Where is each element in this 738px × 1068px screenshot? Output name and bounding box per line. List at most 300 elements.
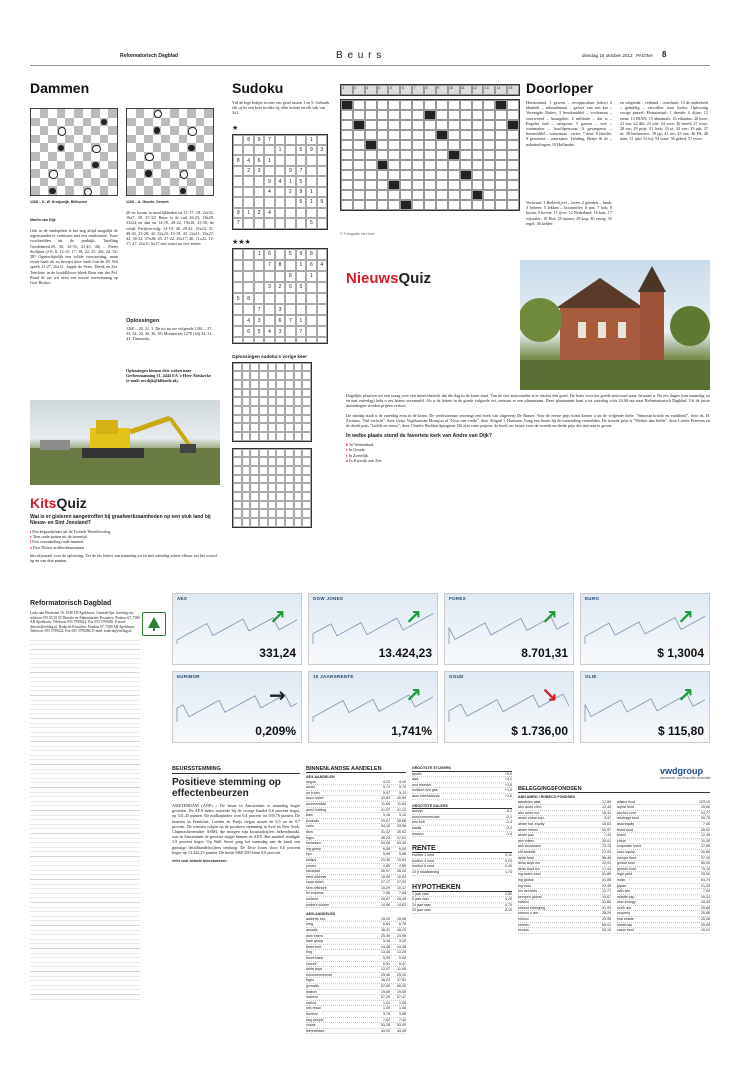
sudoku-cell[interactable] [302, 483, 311, 492]
sudoku-cell[interactable] [268, 423, 277, 432]
sudoku-cell[interactable]: 2 [275, 282, 285, 293]
sudoku-cell[interactable] [317, 304, 327, 315]
sudoku-cell[interactable] [317, 176, 327, 186]
crossword-cell[interactable] [365, 140, 377, 150]
sudoku-cell[interactable] [264, 166, 274, 176]
sudoku-cell[interactable] [302, 449, 311, 458]
crossword-cell[interactable] [400, 100, 412, 110]
sudoku-cell[interactable] [285, 415, 294, 424]
sudoku-cell[interactable] [233, 135, 243, 145]
sudoku-cell[interactable] [302, 492, 311, 501]
crossword-cell[interactable] [495, 150, 507, 160]
crossword-cell[interactable] [448, 100, 460, 110]
crossword-cell[interactable] [472, 140, 484, 150]
crossword-cell[interactable] [400, 110, 412, 120]
sudoku-cell[interactable] [268, 457, 277, 466]
sudoku-cell[interactable] [233, 449, 242, 458]
crossword-cell[interactable] [341, 180, 353, 190]
quiz-option[interactable] [346, 458, 710, 463]
crossword-cell[interactable] [341, 160, 353, 170]
sudoku-cell[interactable] [296, 208, 306, 218]
sudoku-cell[interactable]: 9 [296, 187, 306, 197]
sudoku-cell[interactable] [268, 518, 277, 527]
sudoku-cell[interactable]: 7 [254, 304, 264, 315]
crossword-cell[interactable] [460, 190, 472, 200]
crossword-cell[interactable] [365, 100, 377, 110]
crossword-cell[interactable] [365, 170, 377, 180]
sudoku-cell[interactable] [302, 363, 311, 372]
sudoku-cell[interactable] [276, 397, 285, 406]
sudoku-cell[interactable] [250, 406, 259, 415]
sudoku-cell[interactable] [233, 326, 243, 337]
crossword-cell[interactable] [448, 140, 460, 150]
sudoku-cell[interactable] [250, 432, 259, 441]
crossword-cell[interactable] [388, 170, 400, 180]
sudoku-cell[interactable] [233, 509, 242, 518]
crossword-cell[interactable] [424, 130, 436, 140]
crossword-cell[interactable] [377, 180, 389, 190]
sudoku-cell[interactable] [233, 457, 242, 466]
sudoku-cell[interactable] [285, 371, 294, 380]
sudoku-cell[interactable]: 5 [296, 197, 306, 207]
crossword-cell[interactable] [400, 190, 412, 200]
crossword-cell[interactable] [353, 200, 365, 210]
sudoku-cell[interactable] [285, 423, 294, 432]
sudoku-cell[interactable] [242, 492, 251, 501]
sudoku-cell[interactable] [276, 475, 285, 484]
sudoku-cell[interactable] [276, 423, 285, 432]
sudoku-cell[interactable] [233, 145, 243, 155]
crossword-cell[interactable] [424, 200, 436, 210]
sudoku-cell[interactable]: 4 [264, 326, 274, 337]
sudoku-cell[interactable] [296, 218, 306, 228]
crossword-cell[interactable] [400, 200, 412, 210]
crossword-cell[interactable] [507, 110, 519, 120]
sudoku-cell[interactable] [302, 432, 311, 441]
sudoku-cell[interactable]: 8 [233, 155, 243, 165]
sudoku-cell[interactable] [264, 304, 274, 315]
sudoku-cell[interactable] [317, 166, 327, 176]
sudoku-cell[interactable] [250, 389, 259, 398]
sudoku-cell[interactable] [317, 326, 327, 337]
sudoku-cell[interactable] [259, 466, 268, 475]
sudoku-cell[interactable] [264, 293, 274, 304]
crossword-cell[interactable] [495, 140, 507, 150]
sudoku-cell[interactable] [276, 466, 285, 475]
sudoku-cell[interactable] [243, 271, 253, 282]
sudoku-cell[interactable] [243, 249, 253, 260]
sudoku-grid-easy[interactable] [232, 134, 328, 230]
crossword-cell[interactable] [400, 170, 412, 180]
crossword-cell[interactable] [341, 130, 353, 140]
sudoku-cell[interactable] [254, 271, 264, 282]
sudoku-cell[interactable] [264, 145, 274, 155]
sudoku-cell[interactable] [233, 371, 242, 380]
sudoku-cell[interactable] [259, 423, 268, 432]
crossword-cell[interactable] [436, 160, 448, 170]
sudoku-cell[interactable]: 2 [243, 166, 253, 176]
sudoku-cell[interactable] [233, 282, 243, 293]
crossword-cell[interactable] [424, 190, 436, 200]
sudoku-cell[interactable] [259, 509, 268, 518]
sudoku-cell[interactable] [233, 315, 243, 326]
sudoku-cell[interactable] [268, 466, 277, 475]
sudoku-cell[interactable] [242, 432, 251, 441]
sudoku-cell[interactable] [250, 509, 259, 518]
crossword-cell[interactable] [495, 160, 507, 170]
sudoku-cell[interactable] [276, 457, 285, 466]
crossword-cell[interactable] [436, 100, 448, 110]
crossword-cell[interactable] [436, 150, 448, 160]
sudoku-cell[interactable] [306, 155, 316, 165]
sudoku-cell[interactable] [233, 187, 243, 197]
sudoku-cell[interactable] [317, 282, 327, 293]
sudoku-cell[interactable] [276, 415, 285, 424]
sudoku-cell[interactable]: 1 [264, 155, 274, 165]
crossword-cell[interactable] [400, 150, 412, 160]
sudoku-cell[interactable] [233, 337, 243, 342]
crossword-cell[interactable] [460, 150, 472, 160]
crossword-cell[interactable] [353, 100, 365, 110]
sudoku-cell[interactable] [285, 483, 294, 492]
sudoku-cell[interactable] [317, 218, 327, 228]
crossword-cell[interactable] [341, 170, 353, 180]
sudoku-cell[interactable]: 1 [306, 135, 316, 145]
sudoku-cell[interactable] [306, 293, 316, 304]
crossword-cell[interactable] [412, 130, 424, 140]
crossword-cell[interactable] [353, 130, 365, 140]
sudoku-cell[interactable] [233, 406, 242, 415]
sudoku-cell[interactable] [302, 415, 311, 424]
sudoku-cell[interactable] [254, 337, 264, 342]
sudoku-cell[interactable]: 6 [243, 326, 253, 337]
crossword-cell[interactable] [353, 150, 365, 160]
sudoku-cell[interactable]: 9 [317, 197, 327, 207]
sudoku-cell[interactable] [242, 406, 251, 415]
sudoku-cell[interactable] [233, 466, 242, 475]
sudoku-cell[interactable]: 1 [275, 145, 285, 155]
sudoku-cell[interactable] [285, 293, 295, 304]
sudoku-cell[interactable] [254, 176, 264, 186]
sudoku-cell[interactable] [294, 371, 303, 380]
crossword-cell[interactable] [483, 190, 495, 200]
sudoku-cell[interactable]: 3 [254, 315, 264, 326]
sudoku-cell[interactable]: 9 [233, 208, 243, 218]
sudoku-cell[interactable] [294, 466, 303, 475]
sudoku-cell[interactable] [268, 415, 277, 424]
crossword-cell[interactable] [495, 190, 507, 200]
crossword-cell[interactable] [495, 120, 507, 130]
crossword-cell[interactable] [460, 170, 472, 180]
sudoku-cell[interactable]: 6 [285, 282, 295, 293]
sudoku-cell[interactable] [294, 501, 303, 510]
sudoku-cell[interactable] [285, 145, 295, 155]
sudoku-cell[interactable] [294, 380, 303, 389]
sudoku-cell[interactable]: 5 [254, 326, 264, 337]
crossword-cell[interactable] [377, 140, 389, 150]
sudoku-cell[interactable] [254, 293, 264, 304]
sudoku-cell[interactable] [242, 457, 251, 466]
crossword-cell[interactable] [472, 110, 484, 120]
sudoku-cell[interactable] [285, 135, 295, 145]
sudoku-cell[interactable]: 4 [264, 187, 274, 197]
crossword-cell[interactable] [400, 160, 412, 170]
sudoku-cell[interactable] [302, 518, 311, 527]
crossword-cell[interactable] [436, 170, 448, 180]
sudoku-cell[interactable] [233, 363, 242, 372]
sudoku-cell[interactable] [254, 145, 264, 155]
sudoku-cell[interactable] [294, 509, 303, 518]
sudoku-cell[interactable] [243, 145, 253, 155]
crossword-cell[interactable] [400, 180, 412, 190]
sudoku-cell[interactable]: 5 [296, 282, 306, 293]
sudoku-cell[interactable] [243, 187, 253, 197]
crossword-cell[interactable] [495, 200, 507, 210]
crossword-cell[interactable] [341, 100, 353, 110]
crossword-cell[interactable] [424, 180, 436, 190]
crossword-cell[interactable] [353, 170, 365, 180]
sudoku-cell[interactable] [294, 475, 303, 484]
crossword-cell[interactable] [377, 200, 389, 210]
sudoku-cell[interactable] [285, 260, 295, 271]
sudoku-cell[interactable] [317, 135, 327, 145]
crossword-cell[interactable] [507, 190, 519, 200]
sudoku-cell[interactable] [264, 218, 274, 228]
sudoku-cell[interactable] [242, 501, 251, 510]
sudoku-cell[interactable]: 1 [306, 271, 316, 282]
sudoku-cell[interactable] [242, 483, 251, 492]
crossword-cell[interactable] [436, 110, 448, 120]
sudoku-cell[interactable]: 4 [317, 260, 327, 271]
sudoku-cell[interactable] [285, 449, 294, 458]
crossword-cell[interactable] [472, 180, 484, 190]
sudoku-cell[interactable]: 5 [296, 176, 306, 186]
crossword-cell[interactable] [507, 150, 519, 160]
crossword-cell[interactable] [460, 100, 472, 110]
sudoku-cell[interactable] [243, 337, 253, 342]
sudoku-cell[interactable]: 9 [254, 135, 264, 145]
sudoku-cell[interactable] [268, 475, 277, 484]
sudoku-cell[interactable] [317, 271, 327, 282]
sudoku-cell[interactable] [243, 260, 253, 271]
sudoku-cell[interactable] [296, 337, 306, 342]
crossword-cell[interactable] [400, 120, 412, 130]
sudoku-cell[interactable] [233, 271, 243, 282]
sudoku-cell[interactable] [306, 208, 316, 218]
sudoku-cell[interactable] [276, 449, 285, 458]
sudoku-cell[interactable] [242, 363, 251, 372]
quiz-option[interactable] [30, 545, 220, 550]
sudoku-cell[interactable] [233, 397, 242, 406]
crossword-cell[interactable] [412, 140, 424, 150]
sudoku-cell[interactable] [285, 363, 294, 372]
sudoku-cell[interactable] [233, 475, 242, 484]
crossword-cell[interactable] [377, 100, 389, 110]
sudoku-cell[interactable] [285, 155, 295, 165]
crossword-cell[interactable] [507, 200, 519, 210]
sudoku-cell[interactable] [276, 432, 285, 441]
sudoku-cell[interactable] [285, 457, 294, 466]
sudoku-cell[interactable] [294, 389, 303, 398]
sudoku-cell[interactable] [268, 492, 277, 501]
sudoku-cell[interactable]: 6 [275, 315, 285, 326]
sudoku-cell[interactable] [275, 271, 285, 282]
sudoku-cell[interactable] [294, 518, 303, 527]
crossword-cell[interactable] [365, 190, 377, 200]
sudoku-cell[interactable] [276, 380, 285, 389]
sudoku-cell[interactable]: 4 [243, 315, 253, 326]
sudoku-cell[interactable] [275, 197, 285, 207]
sudoku-cell[interactable] [254, 260, 264, 271]
sudoku-cell[interactable]: 5 [285, 249, 295, 260]
sudoku-cell[interactable] [285, 380, 294, 389]
sudoku-cell[interactable] [250, 363, 259, 372]
crossword-cell[interactable] [424, 100, 436, 110]
sudoku-cell[interactable] [242, 475, 251, 484]
sudoku-cell[interactable]: 1 [296, 260, 306, 271]
sudoku-cell[interactable]: 2 [285, 187, 295, 197]
sudoku-cell[interactable] [242, 389, 251, 398]
crossword-cell[interactable] [388, 180, 400, 190]
sudoku-cell[interactable] [306, 337, 316, 342]
crossword-cell[interactable] [460, 140, 472, 150]
sudoku-cell[interactable] [294, 483, 303, 492]
sudoku-cell[interactable]: 9 [264, 176, 274, 186]
sudoku-cell[interactable] [285, 492, 294, 501]
sudoku-cell[interactable] [276, 483, 285, 492]
sudoku-cell[interactable]: 7 [285, 315, 295, 326]
crossword-cell[interactable] [483, 180, 495, 190]
sudoku-cell[interactable] [233, 304, 243, 315]
sudoku-cell[interactable] [306, 326, 316, 337]
crossword-cell[interactable] [460, 200, 472, 210]
sudoku-cell[interactable] [275, 218, 285, 228]
crossword-cell[interactable] [341, 200, 353, 210]
crossword-cell[interactable] [483, 150, 495, 160]
sudoku-cell[interactable]: 1 [243, 208, 253, 218]
sudoku-cell[interactable]: 5 [296, 145, 306, 155]
crossword-cell[interactable] [412, 150, 424, 160]
crossword-cell[interactable] [495, 130, 507, 140]
crossword-cell[interactable] [436, 120, 448, 130]
sudoku-cell[interactable] [250, 415, 259, 424]
sudoku-cell[interactable] [294, 397, 303, 406]
crossword-cell[interactable] [377, 130, 389, 140]
sudoku-cell[interactable] [285, 326, 295, 337]
sudoku-cell[interactable] [254, 218, 264, 228]
sudoku-cell[interactable] [285, 432, 294, 441]
sudoku-cell[interactable] [250, 457, 259, 466]
doorloper-grid[interactable] [340, 99, 520, 211]
crossword-cell[interactable] [483, 160, 495, 170]
sudoku-cell[interactable] [233, 249, 243, 260]
crossword-cell[interactable] [483, 200, 495, 210]
sudoku-cell[interactable] [317, 337, 327, 342]
sudoku-cell[interactable] [259, 363, 268, 372]
crossword-cell[interactable] [472, 120, 484, 130]
crossword-cell[interactable] [388, 140, 400, 150]
sudoku-cell[interactable]: 7 [264, 260, 274, 271]
crossword-cell[interactable] [412, 200, 424, 210]
sudoku-cell[interactable]: 2 [254, 208, 264, 218]
sudoku-cell[interactable] [243, 197, 253, 207]
sudoku-cell[interactable] [242, 449, 251, 458]
crossword-cell[interactable] [507, 180, 519, 190]
sudoku-cell[interactable]: 9 [296, 249, 306, 260]
sudoku-cell[interactable] [306, 315, 316, 326]
crossword-cell[interactable] [388, 130, 400, 140]
crossword-cell[interactable] [412, 190, 424, 200]
sudoku-cell[interactable]: 6 [264, 249, 274, 260]
sudoku-cell[interactable] [302, 466, 311, 475]
sudoku-cell[interactable]: 7 [264, 135, 274, 145]
crossword-cell[interactable] [448, 200, 460, 210]
sudoku-cell[interactable] [233, 492, 242, 501]
sudoku-cell[interactable] [268, 363, 277, 372]
crossword-cell[interactable] [412, 100, 424, 110]
sudoku-cell[interactable] [317, 315, 327, 326]
crossword-cell[interactable] [365, 180, 377, 190]
sudoku-cell[interactable]: 5 [233, 293, 243, 304]
crossword-cell[interactable] [424, 150, 436, 160]
sudoku-cell[interactable] [243, 176, 253, 186]
sudoku-cell[interactable] [233, 260, 243, 271]
crossword-cell[interactable] [400, 140, 412, 150]
sudoku-cell[interactable] [242, 466, 251, 475]
crossword-cell[interactable] [472, 190, 484, 200]
crossword-cell[interactable] [424, 140, 436, 150]
sudoku-cell[interactable] [285, 509, 294, 518]
sudoku-cell[interactable] [276, 389, 285, 398]
sudoku-cell[interactable] [285, 389, 294, 398]
crossword-cell[interactable] [460, 180, 472, 190]
crossword-cell[interactable] [495, 180, 507, 190]
sudoku-cell[interactable]: 8 [275, 260, 285, 271]
crossword-cell[interactable] [424, 120, 436, 130]
sudoku-cell[interactable] [317, 293, 327, 304]
sudoku-cell[interactable] [285, 466, 294, 475]
crossword-cell[interactable] [388, 150, 400, 160]
sudoku-cell[interactable] [306, 304, 316, 315]
sudoku-cell[interactable] [317, 155, 327, 165]
sudoku-cell[interactable] [233, 415, 242, 424]
sudoku-cell[interactable] [233, 501, 242, 510]
crossword-cell[interactable] [365, 120, 377, 130]
sudoku-cell[interactable] [296, 304, 306, 315]
crossword-cell[interactable] [424, 110, 436, 120]
crossword-cell[interactable] [507, 130, 519, 140]
sudoku-cell[interactable] [242, 371, 251, 380]
sudoku-cell[interactable] [250, 518, 259, 527]
sudoku-cell[interactable] [302, 475, 311, 484]
sudoku-cell[interactable]: 4 [243, 155, 253, 165]
sudoku-cell[interactable] [302, 509, 311, 518]
sudoku-cell[interactable]: 8 [243, 293, 253, 304]
sudoku-cell[interactable] [317, 208, 327, 218]
crossword-cell[interactable] [365, 160, 377, 170]
sudoku-cell[interactable] [302, 457, 311, 466]
sudoku-cell[interactable] [276, 509, 285, 518]
sudoku-cell[interactable] [250, 371, 259, 380]
sudoku-cell[interactable] [285, 218, 295, 228]
sudoku-cell[interactable] [242, 423, 251, 432]
crossword-cell[interactable] [341, 140, 353, 150]
sudoku-cell[interactable] [259, 457, 268, 466]
sudoku-cell[interactable] [259, 371, 268, 380]
sudoku-cell[interactable]: 7 [233, 218, 243, 228]
crossword-cell[interactable] [424, 160, 436, 170]
crossword-cell[interactable] [472, 170, 484, 180]
